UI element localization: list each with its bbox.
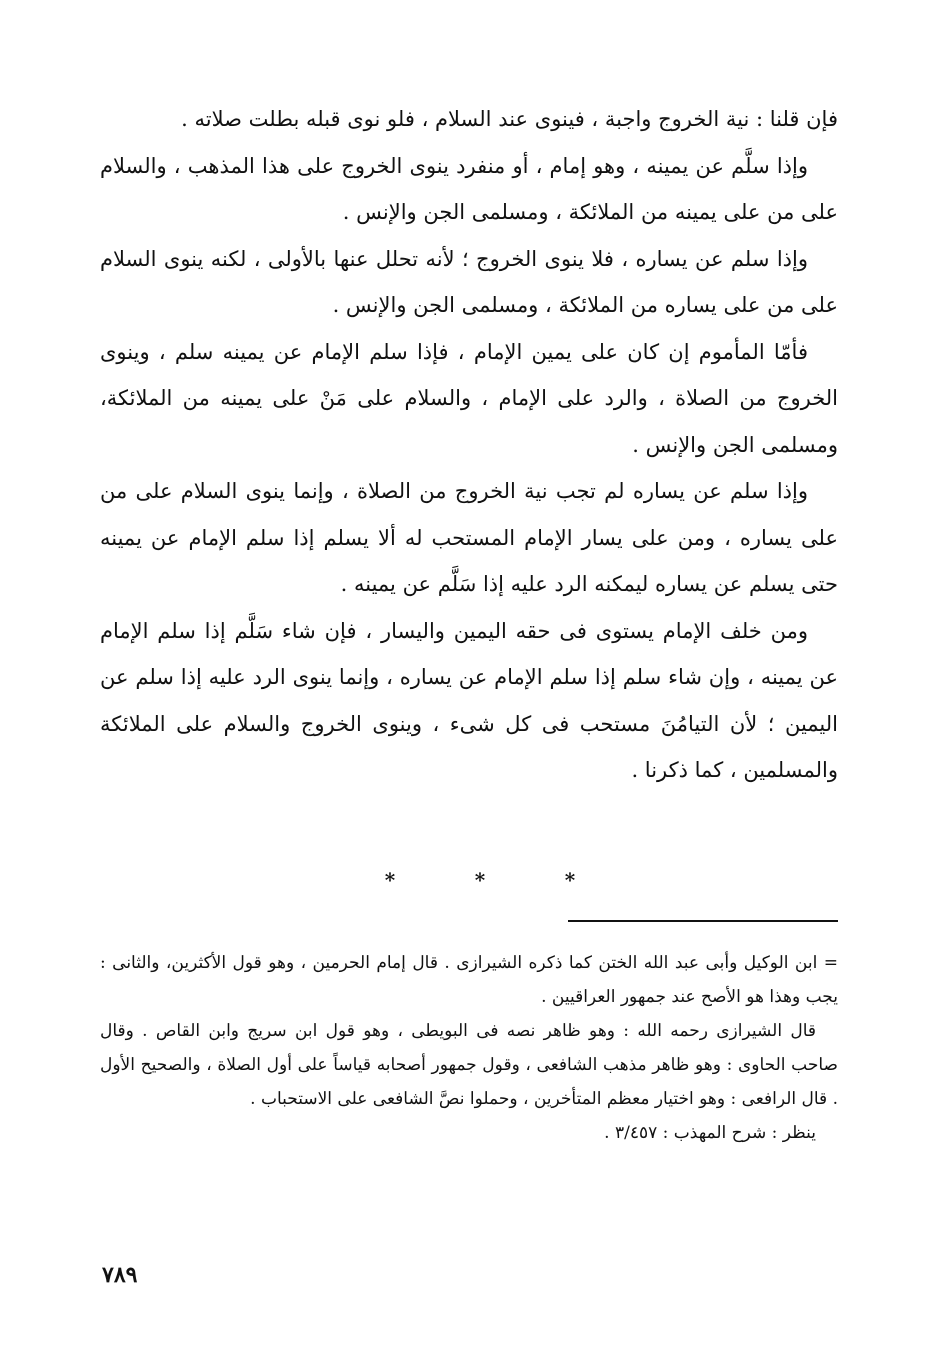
separator-star: * (474, 868, 486, 892)
separator-star: * (564, 868, 576, 892)
main-text-block (100, 96, 838, 794)
paragraph: وإذا سلم عن يساره ، فلا ينوى الخروج ؛ لأنه تحلل عنها بالأولى ، لكنه ينوى السلام على من على يساره من الملائكة ، ومسلمى الجن والإنس . (100, 246, 838, 317)
footnote-reference: ينظر : شرح المهذب : ٣/٤٥٧ . (604, 1123, 816, 1143)
footnotes-block (100, 946, 838, 1150)
footnote-paragraph: = ابن الوكيل وأبى عبد الله الختن كما ذكره الشيرازى . قال إمام الحرمين ، وهو قول الأكثرين، والثانى : يجب وهذا هو الأصح عند جمهور العراقيين . (100, 953, 838, 1007)
footnote-divider (568, 920, 838, 922)
footnote-paragraph: قال الشيرازى رحمه الله : وهو ظاهر نصه فى البويطى ، وهو قول ابن سريج وابن القاص . وقال صاحب الحاوى : وهو ظاهر مذهب الشافعى ، وقول جمهور أصحابه قياساً على أول الصلاة ، والصحيح الأول . قال الرافعى : وهو اختيار معظم المتأخرين ، وحملوا نصَّ الشافعى على الاستحباب . (100, 1021, 838, 1109)
paragraph: وإذا سلم عن يساره لم تجب نية الخروج من الصلاة ، وإنما ينوى السلام على من على يساره ، ومن على يسار الإمام المستحب له ألا يسلم إذا سلم الإمام عن يمينه حتى يسلم عن يساره ليمكنه الرد عليه إذا سَلَّم عن يمينه . (100, 479, 838, 596)
paragraph: فأمّا المأموم إن كان على يمين الإمام ، فإذا سلم الإمام عن يمينه سلم ، وينوى الخروج من الصلاة ، والرد على الإمام ، والسلام على مَنْ على يمينه من الملائكة، ومسلمى الجن والإنس . (100, 339, 838, 457)
separator-star: * (384, 868, 396, 892)
paragraph: فإن قلنا : نية الخروج واجبة ، فينوى عند السلام ، فلو نوى قبله بطلت صلاته . (181, 107, 838, 131)
section-separator (380, 868, 580, 892)
paragraph: ومن خلف الإمام يستوى فى حقه اليمين واليسار ، فإن شاء سَلَّم إذا سلم الإمام عن يمينه ، وإن شاء سلم إذا سلم الإمام عن يساره ، وإنما ينوى الرد عليه إذا سلم عن اليمين ؛ لأن التيامُنَ مستحب فى كل شىء ، وينوى الخروج والسلام على الملائكة والمسلمين ، كما ذكرنا . (100, 618, 838, 782)
page-number: ٧٨٩ (102, 1262, 138, 1288)
paragraph: وإذا سلَّم عن يمينه ، وهو إمام ، أو منفرد ينوى الخروج على هذا المذهب ، والسلام على من على يمينه من الملائكة ، ومسلمى الجن والإنس . (100, 153, 838, 224)
